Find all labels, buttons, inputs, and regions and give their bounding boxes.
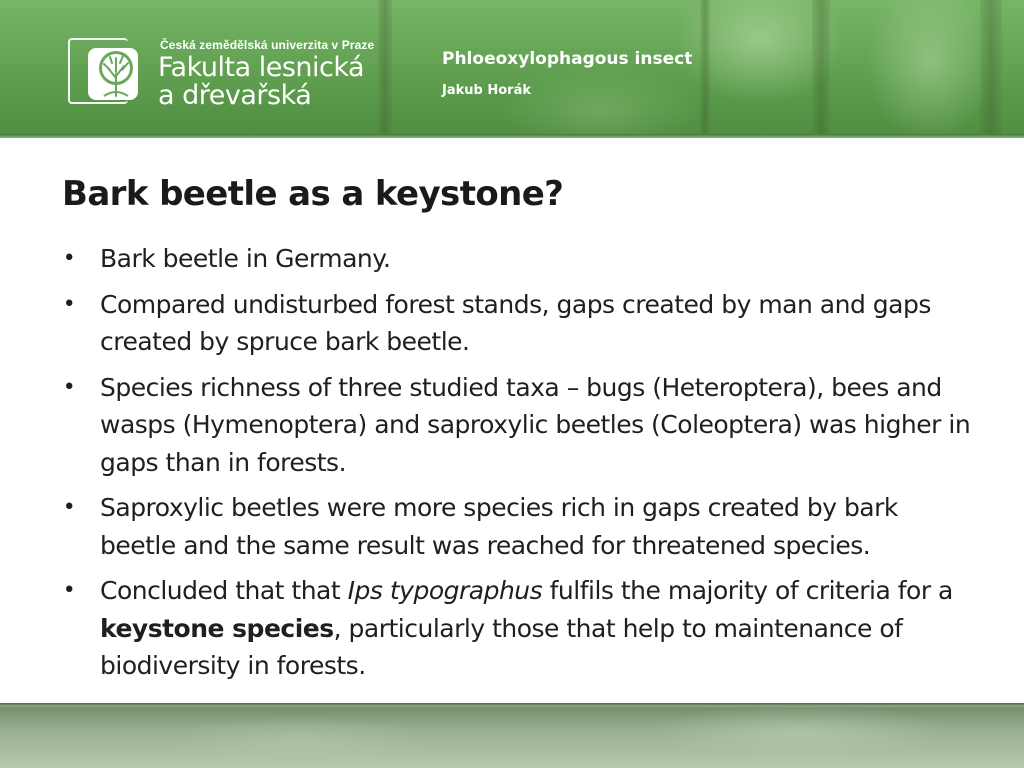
course-title: Phloeoxylophagous insect [442, 49, 693, 69]
bullet-text: Species richness of three studied taxa – bugs (Heteroptera), bees and wasps (Hymenoptera) and saproxylic beetles (Coleoptera) was higher in gaps than in forests. [100, 372, 971, 477]
keystone-species-bold: keystone species [100, 613, 334, 643]
bullet-list [62, 240, 972, 693]
bullet-item [62, 369, 972, 482]
banner-tree-trunk [700, 0, 710, 138]
bullet-icon: • [62, 291, 76, 317]
slide-title: Bark beetle as a keystone? [62, 174, 564, 214]
faculty-name-line1: Fakulta lesnická [158, 52, 365, 83]
bullet-text-part: fulfils the majority of criteria for a [542, 576, 953, 605]
tree-emblem-icon [86, 44, 140, 106]
bullet-item [62, 286, 972, 361]
bullet-icon: • [62, 246, 76, 271]
author-name: Jakub Horák [442, 83, 531, 98]
header-banner [0, 0, 1024, 138]
bullet-icon: • [62, 495, 76, 520]
banner-tree-trunk [378, 0, 392, 138]
species-name-italic: Ips typographus [347, 576, 543, 605]
footer-banner [0, 703, 1024, 768]
bullet-item [62, 240, 972, 278]
bullet-item [62, 489, 972, 564]
bullet-text: Saproxylic beetles were more species rich in gaps created by bark beetle and the same result was reached for threatened species. [100, 493, 898, 560]
faculty-logo [68, 38, 375, 111]
bullet-icon: • [62, 578, 76, 603]
banner-tree-trunk [812, 0, 830, 138]
bullet-text: Compared undisturbed forest stands, gaps created by man and gaps created by spruce bark beetle. [100, 289, 931, 356]
bullet-text-part: Concluded that that [100, 576, 348, 605]
faculty-name-line2: a dřevařská [158, 80, 312, 111]
bullet-icon: • [62, 374, 76, 400]
bullet-item [62, 572, 972, 685]
bullet-text-part: , particularly those that help to maintenance of biodiversity in forests. [100, 613, 903, 680]
banner-tree-trunk [980, 0, 1002, 138]
university-name: Česká zemědělská univerzita v Praze [160, 38, 375, 52]
header-divider [0, 134, 1024, 138]
footer-divider [0, 703, 1024, 707]
bullet-text: Bark beetle in Germany. [100, 244, 391, 273]
